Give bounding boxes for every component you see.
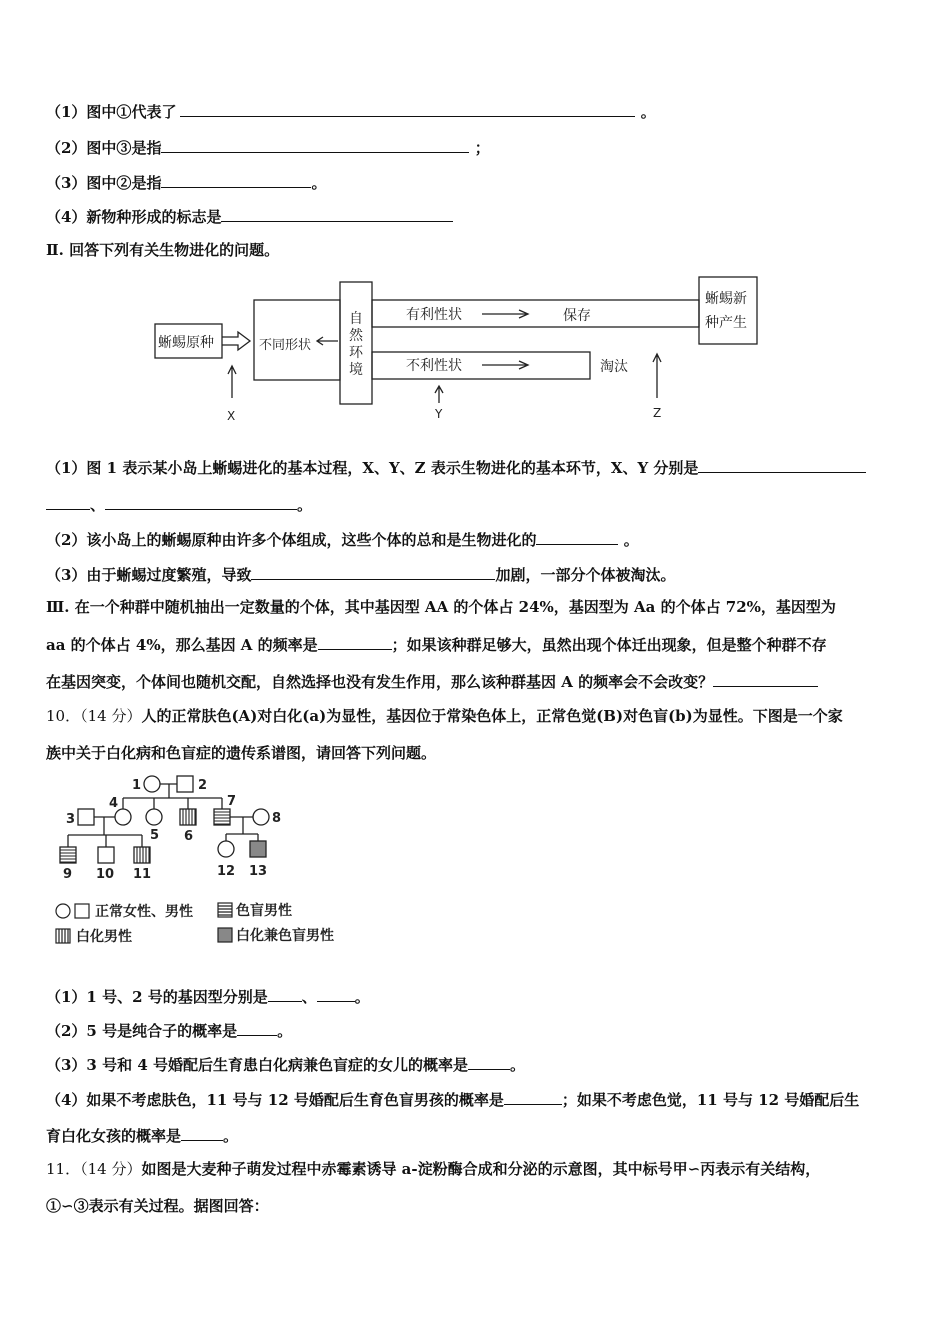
id-4: 4 <box>109 796 119 811</box>
individual-11 <box>134 847 150 863</box>
q10-line-2: 族中关于白化病和色盲症的遗传系谱图，请回答下列问题。 <box>46 744 437 762</box>
individual-13 <box>250 841 266 857</box>
answer-blank[interactable] <box>317 986 355 1002</box>
id-5: 5 <box>150 828 160 843</box>
individual-2 <box>177 776 193 792</box>
q10-sub-4b: 育白化女孩的概率是 。 <box>46 1127 239 1145</box>
q-i-line-3: （3）图中②是指 。 <box>46 174 327 192</box>
q-i-line-2: （2）图中③是指 ； <box>46 139 490 157</box>
x-label: X <box>227 409 236 423</box>
q-ii-heading: Ⅱ. 回答下列有关生物进化的问题。 <box>46 241 280 259</box>
q-iii-line-3: 在基因突变，个体间也随机交配，自然选择也没有发生作用，那么该种群基因 A 的频率会不会改变？ <box>46 671 818 692</box>
individual-3 <box>78 809 94 825</box>
answer-blank[interactable] <box>504 1089 562 1105</box>
answer-blank[interactable] <box>181 1125 223 1141</box>
id-10: 10 <box>96 867 115 882</box>
q10-sub-2: （2）5 号是纯合子的概率是 。 <box>46 1022 293 1040</box>
q10-line-1: 10．（14 分）人的正常肤色(A)对白化(a)为显性，基因位于常染色体上，正常色觉(B)对色盲(b)为显性。下图是一个家 <box>46 707 843 725</box>
legend-female-icon <box>56 904 70 918</box>
id-9: 9 <box>63 867 73 882</box>
legend-colorblind-label: 色盲男性 <box>236 903 292 919</box>
individual-5 <box>146 809 162 825</box>
q-ii-line-2: （2）该小岛上的蜥蜴原种由许多个体组成，这些个体的总和是生物进化的 。 <box>46 531 639 549</box>
id-2: 2 <box>198 778 208 793</box>
individual-4 <box>115 809 131 825</box>
id-13: 13 <box>249 864 268 879</box>
q-iii-line-2: aa 的个体占 4%，那么基因 A 的频率是 ；如果该种群足够大，虽然出现个体迁出现象，但是整个种群不存 <box>46 636 827 654</box>
origin-label: 蜥蜴原种 <box>158 335 214 351</box>
traits-label: 不同形状 <box>259 338 312 353</box>
q-ii-line-3: （3）由于蜥蜴过度繁殖，导致 加剧，一部分个体被淘汰。 <box>46 566 676 584</box>
id-12: 12 <box>217 864 236 879</box>
env-char-1: 自 <box>349 311 363 327</box>
q-i-line-4: （4）新物种形成的标志是 <box>46 206 453 227</box>
individual-7 <box>214 809 230 825</box>
individual-8 <box>253 809 269 825</box>
individual-6 <box>180 809 196 825</box>
legend-both-label: 白化兼色盲男性 <box>236 928 334 944</box>
new-species-label-1: 蜥蜴新 <box>705 291 747 307</box>
eliminate-label: 淘汰 <box>600 359 628 375</box>
q11-line-2: ①∽③表示有关过程。据图回答： <box>46 1197 269 1215</box>
answer-blank[interactable] <box>237 1020 277 1036</box>
id-8: 8 <box>272 811 282 826</box>
answer-blank[interactable] <box>468 1054 510 1070</box>
q10-sub-3: （3）3 号和 4 号婚配后生育患白化病兼色盲症的女儿的概率是 。 <box>46 1056 525 1074</box>
q10-number: 10．（14 分） <box>46 707 142 725</box>
legend-normal-label: 正常女性、男性 <box>95 904 193 920</box>
y-label: Y <box>435 407 443 421</box>
env-char-2: 然 <box>349 328 363 344</box>
id-6: 6 <box>184 829 194 844</box>
q10-sub-4: （4）如果不考虑肤色，11 号与 12 号婚配后生育色盲男孩的概率是 ；如果不考虑色觉，11 号与 12 号婚配后生 <box>46 1091 860 1109</box>
q11-number: 11．（14 分） <box>46 1160 142 1178</box>
q-ii-line-1: （1）图 1 表示某小岛上蜥蜴进化的基本过程，X、Y、Z 表示生物进化的基本环节，X、Y 分别是 <box>46 457 866 478</box>
new-species-label-2: 种产生 <box>705 315 747 331</box>
q-i-line-1: （1）图中①代表了 。 <box>46 103 656 121</box>
id-1: 1 <box>132 778 142 793</box>
individual-1 <box>144 776 160 792</box>
individual-10 <box>98 847 114 863</box>
id-11: 11 <box>133 867 152 882</box>
keep-label: 保存 <box>563 308 591 324</box>
legend-albino-label: 白化男性 <box>76 929 132 945</box>
q11-line-1: 11．（14 分）如图是大麦种子萌发过程中赤霉素诱导 a-淀粉酶合成和分泌的示意图，其中标号甲∽丙表示有关结构， <box>46 1160 821 1178</box>
q10-sub-1: （1）1 号、2 号的基因型分别是 、 。 <box>46 988 370 1006</box>
answer-blank[interactable] <box>268 986 302 1002</box>
individual-12 <box>218 841 234 857</box>
env-char-3: 环 <box>349 345 363 361</box>
unfavorable-label: 不利性状 <box>406 358 462 374</box>
z-label: Z <box>653 406 662 420</box>
q-iii-line-1: Ⅲ. 在一个种群中随机抽出一定数量的个体，其中基因型 AA 的个体占 24%，基因型为 Aa 的个体占 72%，基因型为 <box>46 598 836 616</box>
id-7: 7 <box>227 794 237 809</box>
legend-both-icon <box>218 928 232 942</box>
individual-9 <box>60 847 76 863</box>
favorable-label: 有利性状 <box>406 307 462 323</box>
q-ii-line-1b: 、 。 <box>46 494 312 515</box>
env-char-4: 境 <box>349 362 363 378</box>
legend-male-icon <box>75 904 89 918</box>
id-3: 3 <box>66 812 76 827</box>
